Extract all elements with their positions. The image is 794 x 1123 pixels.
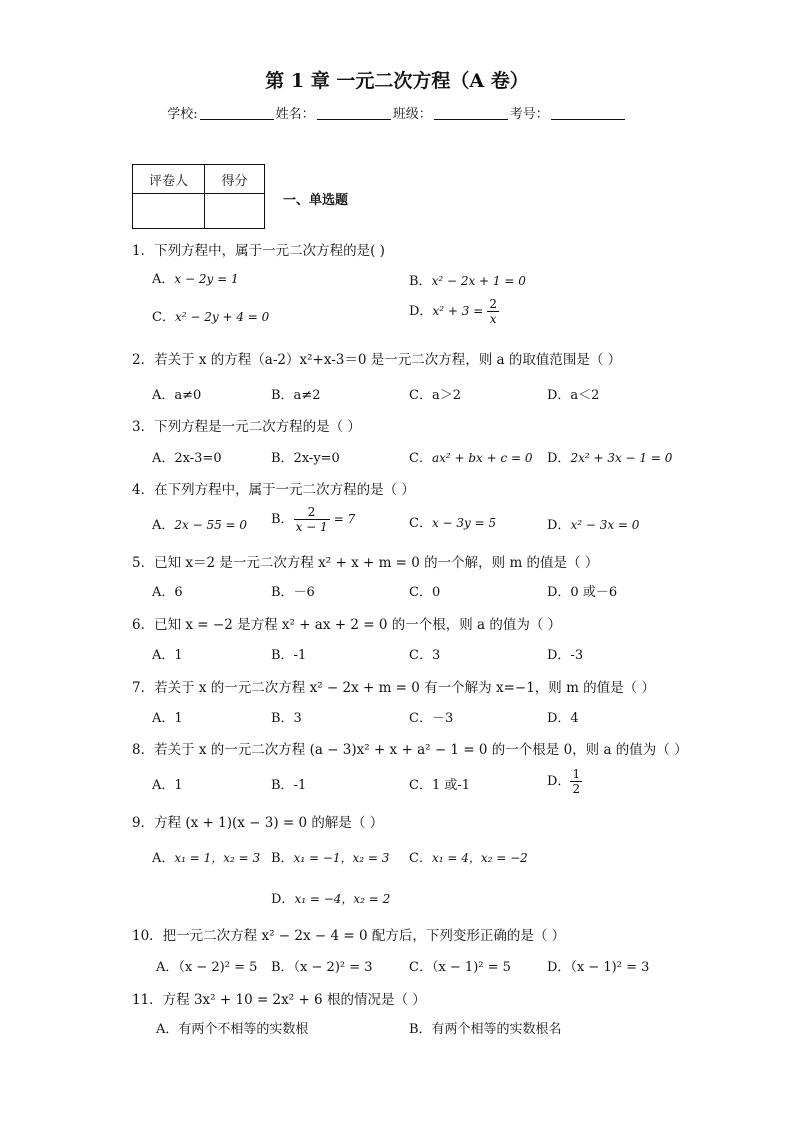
q4-option-b[interactable] <box>271 505 355 534</box>
q5-option-b[interactable]: B．－6 <box>271 585 315 600</box>
option-expr: 2x² + 3x − 1 = 0 <box>570 451 673 465</box>
option-expr: = 7 <box>333 512 356 526</box>
q2-option-a[interactable]: A．a≠0 <box>152 388 202 403</box>
option-label: D． <box>547 774 571 789</box>
option-expr: x² + 3 = <box>432 304 484 318</box>
fraction-numerator: 2 <box>489 297 497 311</box>
option-expr: x₁ = −4，x₂ = 2 <box>294 892 391 906</box>
q8-option-d[interactable] <box>547 767 582 796</box>
q6-option-a[interactable]: A．1 <box>152 648 183 663</box>
name-label: 姓名： <box>275 107 315 122</box>
option-label: D． <box>547 451 571 466</box>
q1-option-d[interactable] <box>409 297 499 326</box>
q3-option-c[interactable] <box>409 447 533 466</box>
section-title: 一、单选题 <box>283 193 349 208</box>
option-label: A． <box>152 851 175 866</box>
option-expr: x₁ = −1，x₂ = 3 <box>293 851 390 865</box>
grader-cell[interactable] <box>133 194 205 229</box>
option-label: C． <box>152 310 175 325</box>
score-table <box>132 164 265 229</box>
fraction <box>570 767 582 796</box>
q4-option-d[interactable] <box>547 514 639 533</box>
q9-option-b[interactable] <box>271 847 389 866</box>
option-expr: x² − 2y + 4 = 0 <box>174 310 270 324</box>
q11-option-b[interactable]: B．有两个相等的实数根名 <box>409 1022 562 1037</box>
q1-option-a[interactable] <box>152 268 239 287</box>
question-9-stem: 9．方程 (x + 1)(x − 3) = 0 的解是（ ） <box>132 815 384 831</box>
q6-option-d[interactable]: D．-3 <box>547 648 584 663</box>
q4-option-a[interactable] <box>152 514 247 533</box>
q9-option-a[interactable] <box>152 847 260 866</box>
option-label: B． <box>271 851 294 866</box>
option-label: C． <box>409 451 432 466</box>
school-blank[interactable] <box>200 106 274 120</box>
fraction-denominator: x − 1 <box>295 520 328 534</box>
fraction <box>294 505 330 534</box>
q7-option-c[interactable]: C．－3 <box>409 711 454 726</box>
option-expr: x² − 2x + 1 = 0 <box>431 274 526 288</box>
question-7-stem: 7．若关于 x 的一元二次方程 x² − 2x + m = 0 有一个解为 x=−1，则 m 的值是（ ） <box>132 680 655 696</box>
q10-option-d[interactable]: D．（x − 1)² = 3 <box>547 960 650 975</box>
question-6-stem: 6．已知 x = −2 是方程 x² + ax + 2 = 0 的一个根，则 a 的值为（ ） <box>132 617 562 633</box>
question-5-stem: 5．已知 x＝2 是一元二次方程 x² + x + m = 0 的一个解，则 m 的值是（ ） <box>132 555 599 571</box>
q5-option-a[interactable]: A．6 <box>152 585 183 600</box>
option-label: A． <box>152 272 175 287</box>
q10-option-b[interactable]: B．（x − 2)² = 3 <box>271 960 373 975</box>
question-11-stem: 11．方程 3x² + 10 = 2x² + 6 根的情况是（ ） <box>132 992 426 1008</box>
q8-option-a[interactable]: A．1 <box>152 778 183 793</box>
q7-option-b[interactable]: B．3 <box>271 711 302 726</box>
fraction-denominator: x <box>489 312 497 326</box>
page-title: 第 1 章 一元二次方程（A 卷） <box>265 70 529 92</box>
school-label: 学校: <box>167 107 198 122</box>
option-label: B． <box>271 512 294 527</box>
option-expr: ax² + bx + c = 0 <box>431 451 533 465</box>
option-expr: x₁ = 4，x₂ = −2 <box>431 851 528 865</box>
name-blank[interactable] <box>317 106 391 120</box>
q7-option-d[interactable]: D．4 <box>547 711 579 726</box>
q9-option-c[interactable] <box>409 847 528 866</box>
option-label: D． <box>271 892 295 907</box>
q2-option-b[interactable]: B．a≠2 <box>271 388 321 403</box>
q11-option-a[interactable]: A．有两个不相等的实数根 <box>156 1022 309 1037</box>
q10-option-a[interactable]: A．（x − 2)² = 5 <box>156 960 258 975</box>
q7-option-a[interactable]: A．1 <box>152 711 183 726</box>
q8-option-c[interactable]: C．1 或-1 <box>409 778 471 793</box>
option-expr: x − 2y = 1 <box>174 272 239 286</box>
option-expr: x² − 3x = 0 <box>570 518 640 532</box>
option-label: A． <box>152 518 175 533</box>
question-10-stem: 10．把一元二次方程 x² − 2x − 4 = 0 配方后，下列变形正确的是（ ） <box>132 928 566 944</box>
fraction-numerator: 1 <box>572 767 581 781</box>
q9-option-d[interactable] <box>271 888 390 907</box>
score-header: 得分 <box>205 165 265 194</box>
q4-option-c[interactable] <box>409 512 496 531</box>
id-blank[interactable] <box>551 106 625 120</box>
grader-header: 评卷人 <box>133 165 205 194</box>
fraction-denominator: 2 <box>572 782 581 796</box>
option-label: D． <box>409 304 433 319</box>
q3-option-a[interactable]: A．2x-3=0 <box>152 451 222 466</box>
q6-option-c[interactable]: C．3 <box>409 648 441 663</box>
q2-option-c[interactable]: C．a＞2 <box>409 388 461 403</box>
question-3-stem: 3．下列方程是一元二次方程的是（ ） <box>132 419 361 435</box>
id-label: 考号： <box>509 107 549 122</box>
q10-option-c[interactable]: C．（x − 1)² = 5 <box>409 960 511 975</box>
fraction <box>487 297 499 326</box>
q5-option-c[interactable]: C．0 <box>409 585 441 600</box>
q2-option-d[interactable]: D．a＜2 <box>547 388 600 403</box>
option-expr: x − 3y = 5 <box>431 516 497 530</box>
q3-option-d[interactable] <box>547 447 672 466</box>
q5-option-d[interactable]: D．0 或－6 <box>547 585 618 600</box>
option-label: C． <box>409 851 432 866</box>
q1-option-c[interactable] <box>152 306 269 325</box>
question-8-stem: 8．若关于 x 的一元二次方程 (a − 3)x² + x + a² − 1 = 0 的一个根是 0，则 a 的值为（ ） <box>132 742 688 758</box>
question-1-stem: 1．下列方程中，属于一元二次方程的是( ) <box>132 243 385 259</box>
option-label: D． <box>547 518 571 533</box>
option-label: B． <box>409 274 432 289</box>
class-blank[interactable] <box>434 106 508 120</box>
q6-option-b[interactable]: B．-1 <box>271 648 307 663</box>
q1-option-b[interactable] <box>409 270 526 289</box>
option-expr: 2x − 55 = 0 <box>174 518 248 532</box>
fraction-numerator: 2 <box>294 505 330 520</box>
score-cell[interactable] <box>205 194 265 229</box>
q3-option-b[interactable]: B．2x-y=0 <box>271 451 340 466</box>
question-4-stem: 4．在下列方程中，属于一元二次方程的是（ ） <box>132 482 415 498</box>
option-label: C． <box>409 516 432 531</box>
option-expr: x₁ = 1，x₂ = 3 <box>174 851 261 865</box>
student-info-line <box>0 103 794 122</box>
class-label: 班级： <box>392 107 432 122</box>
question-2-stem: 2．若关于 x 的方程（a-2）x²+x-3＝0 是一元二次方程，则 a 的取值范围是（ ） <box>132 352 622 368</box>
q8-option-b[interactable]: B．-1 <box>271 778 307 793</box>
